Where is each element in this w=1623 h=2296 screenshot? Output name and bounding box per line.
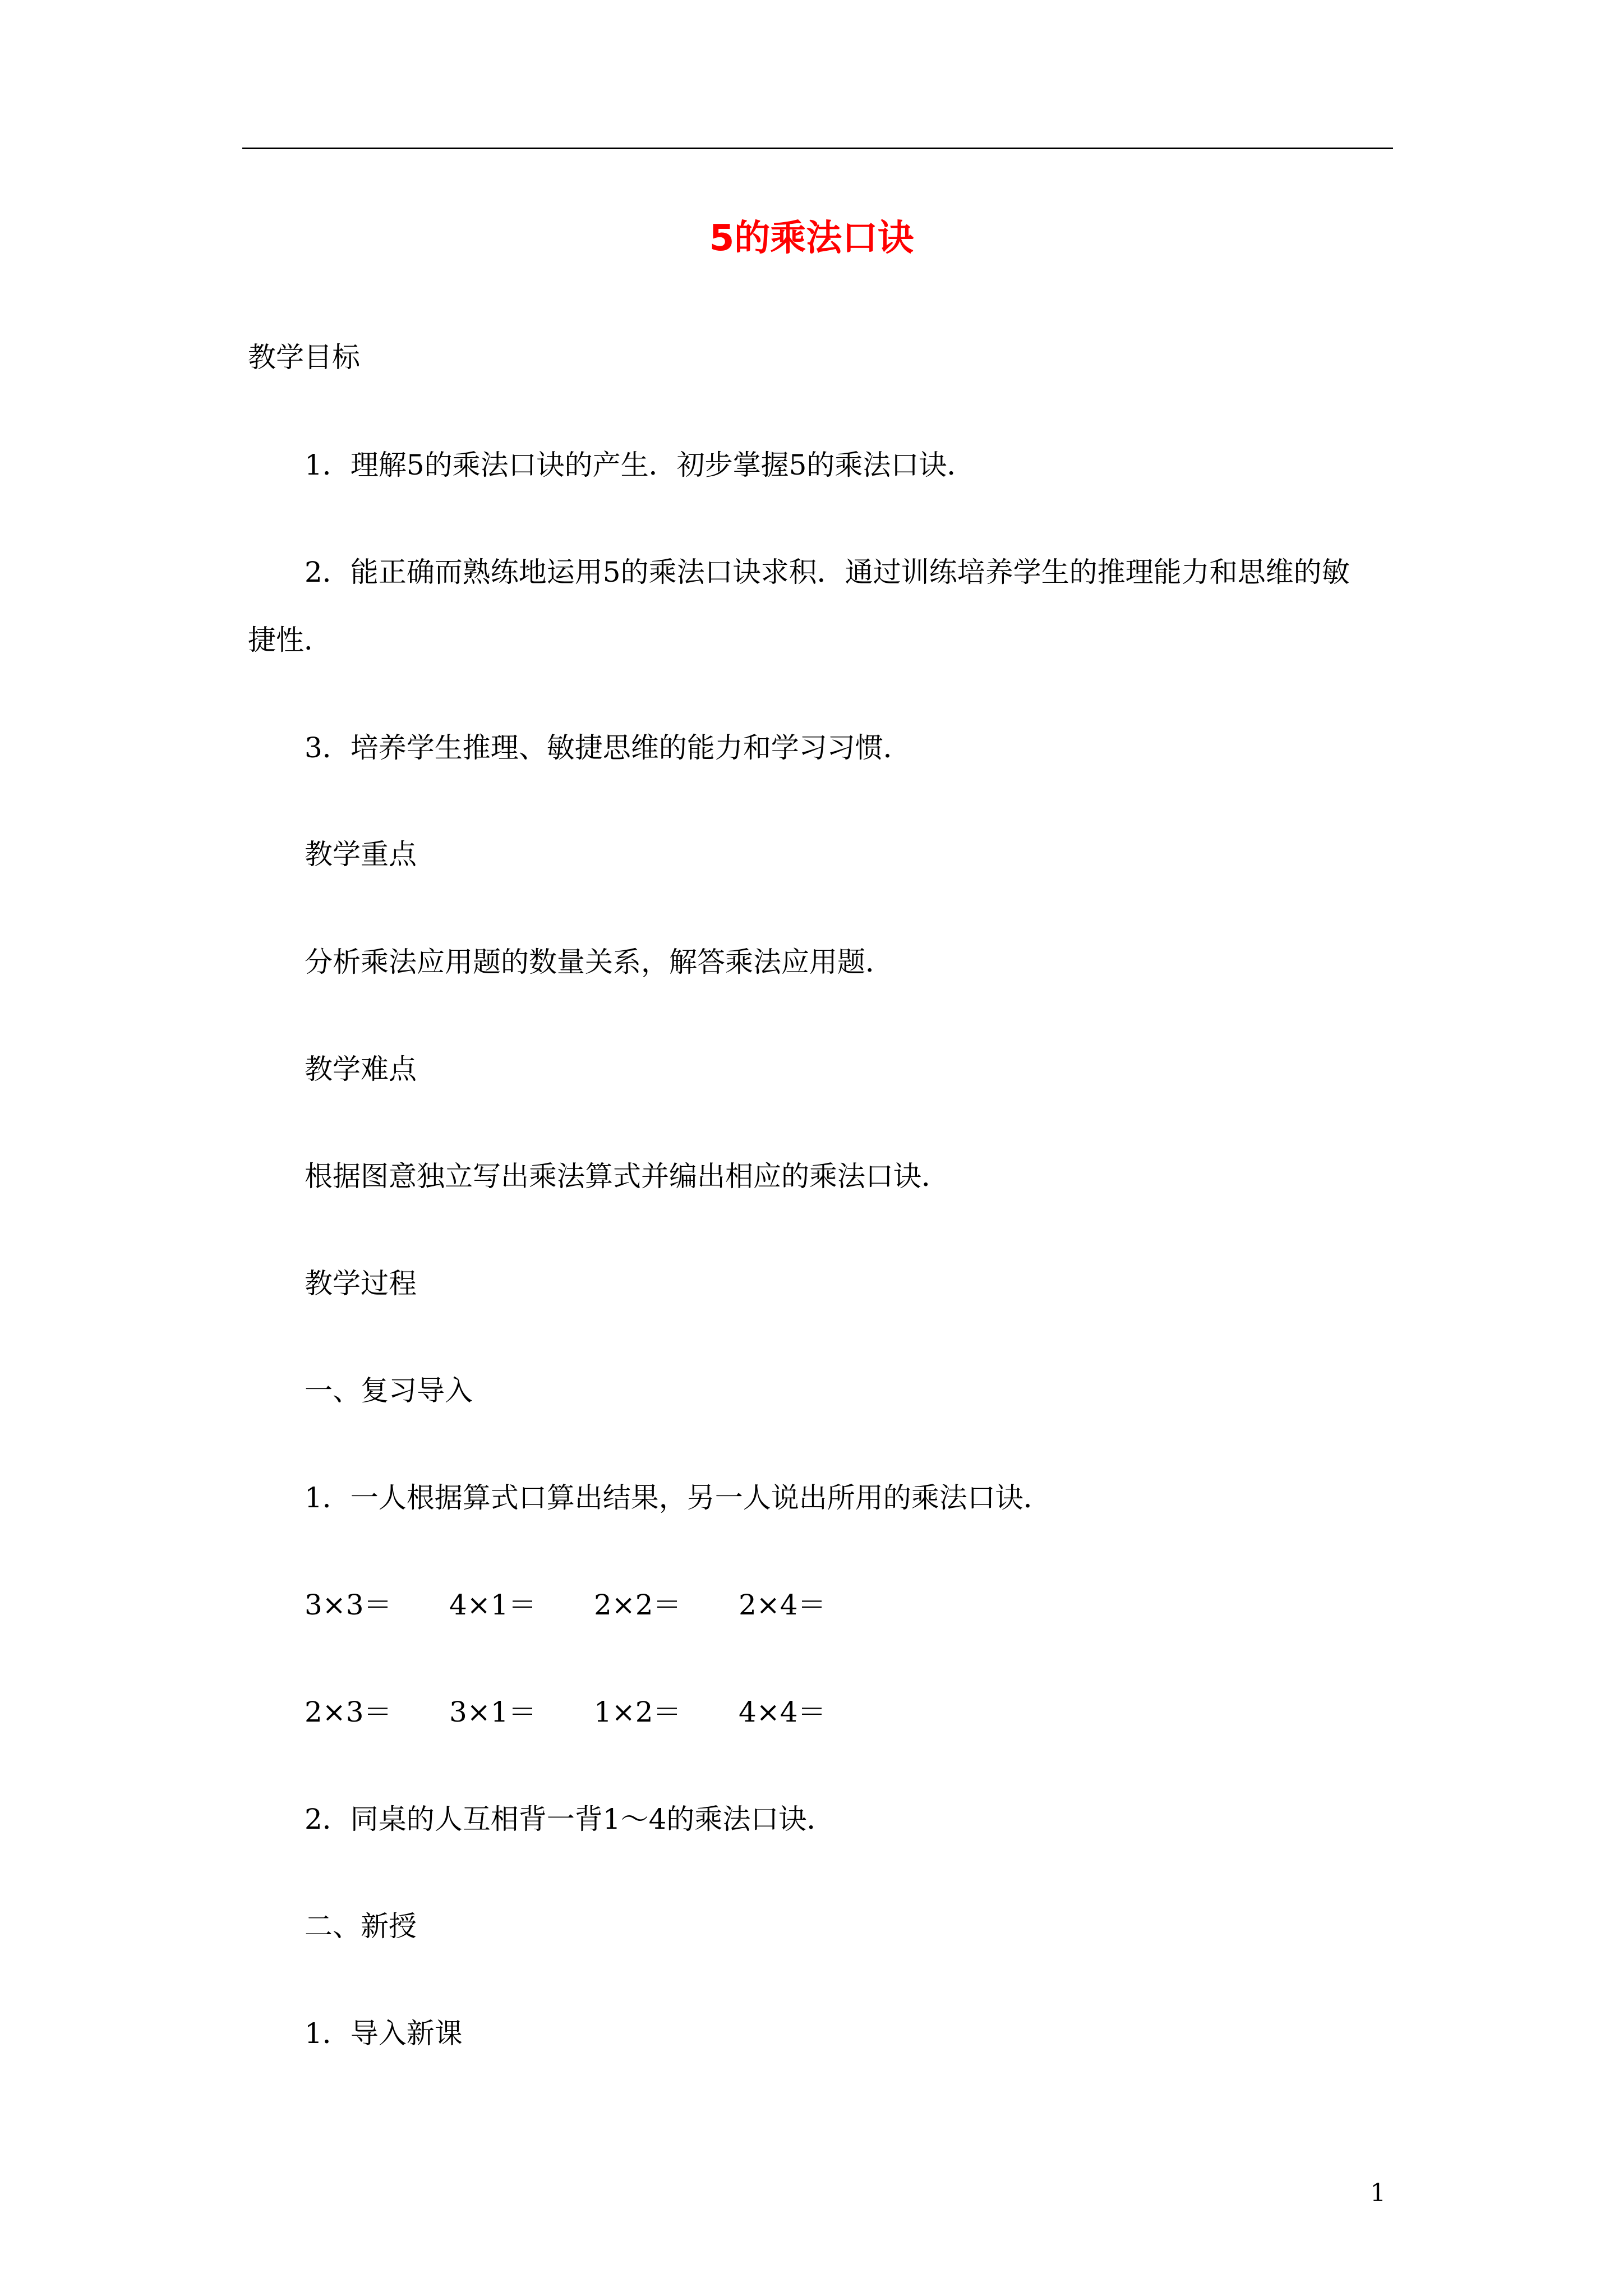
part-one-heading: 一、复习导入 bbox=[305, 1374, 473, 1407]
objective-2-line2: 捷性． bbox=[248, 624, 332, 656]
review-item-1: 1．一人根据算式口算出结果，另一人说出所用的乘法口诀． bbox=[305, 1481, 1052, 1514]
exercise-expression: 2×2＝ bbox=[594, 1589, 681, 1621]
exercise-expression: 3×1＝ bbox=[449, 1696, 537, 1728]
objective-2-line1: 2．能正确而熟练地运用5的乘法口诀求积．通过训练培养学生的推理能力和思维的敏 bbox=[305, 556, 1350, 588]
objective-1: 1．理解5的乘法口诀的产生．初步掌握5的乘法口诀． bbox=[305, 449, 975, 481]
exercise-expression: 4×4＝ bbox=[739, 1696, 826, 1728]
page-number: 1 bbox=[1370, 2179, 1386, 2207]
page-title: 5的乘法口诀 bbox=[709, 218, 914, 259]
exercise-expression: 1×2＝ bbox=[594, 1696, 681, 1728]
review-item-2: 2．同桌的人互相背一背1～4的乘法口诀． bbox=[305, 1803, 835, 1835]
difficulties-heading: 教学难点 bbox=[305, 1053, 417, 1085]
objective-3: 3．培养学生推理、敏捷思维的能力和学习习惯． bbox=[305, 731, 911, 764]
new-lesson-item-1: 1．导入新课 bbox=[305, 2017, 463, 2050]
key-points-text: 分析乘法应用题的数量关系，解答乘法应用题． bbox=[305, 946, 893, 978]
exercise-expression: 4×1＝ bbox=[449, 1589, 537, 1621]
exercise-expression: 2×3＝ bbox=[305, 1696, 392, 1728]
exercise-row-1 bbox=[305, 1585, 883, 1625]
exercise-expression: 3×3＝ bbox=[305, 1589, 392, 1621]
exercise-row-2 bbox=[305, 1692, 883, 1732]
exercise-expression: 2×4＝ bbox=[739, 1589, 826, 1621]
objectives-heading: 教学目标 bbox=[248, 341, 360, 374]
difficulties-text: 根据图意独立写出乘法算式并编出相应的乘法口诀． bbox=[305, 1160, 949, 1193]
key-points-heading: 教学重点 bbox=[305, 838, 417, 871]
header-rule bbox=[242, 148, 1393, 149]
part-two-heading: 二、新授 bbox=[305, 1910, 417, 1943]
process-heading: 教学过程 bbox=[305, 1267, 417, 1300]
